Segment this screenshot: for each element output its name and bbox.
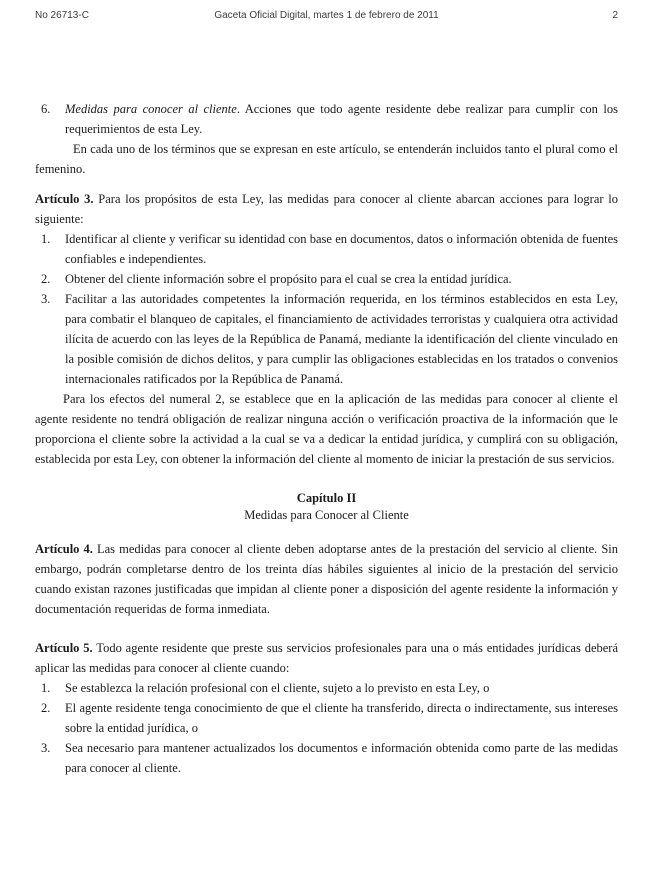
item-number: 3. — [41, 292, 51, 306]
chapter-title: Capítulo II — [296, 491, 357, 505]
articulo-3-item-3 — [35, 289, 618, 389]
articulo-5-block — [35, 638, 618, 778]
articulo-3-lead: Artículo 3. — [35, 192, 94, 206]
chapter-heading — [35, 490, 618, 524]
articulo-4-text: Las medidas para conocer al cliente deben adoptarse antes de la prestación del servicio al cliente. Sin embargo, podrán completarse dentro de los treinta días hábiles siguientes al inicio de la prestación del servicio cuando existan razones justificadas que impidan al cliente poner a disposición del agente residente la información y documentación requeridas de forma inmediata. — [35, 542, 618, 616]
articulo-3-intro — [35, 189, 618, 229]
articulo-3-closing-paragraph: Para los efectos del numeral 2, se establece que en la aplicación de las medidas para conocer al cliente el agente residente no tendrá obligación de realizar ninguna acción o verificación proactiva de la información que le proporciona el cliente sobre la actividad a la cual se va a dedicar la entidad jurídica, y cumplirá con su obligación, establecida por esta Ley, con obtener la información del cliente al momento de iniciar la prestación de sus servicios. — [35, 392, 618, 466]
articulo-4-lead: Artículo 4. — [35, 542, 93, 556]
page-header — [35, 10, 618, 23]
articulo-5-intro — [35, 638, 618, 678]
chapter-subtitle: Medidas para Conocer al Cliente — [244, 508, 409, 522]
articulo-4-paragraph — [35, 539, 618, 619]
item-text: Facilitar a las autoridades competentes la información requerida, en los términos establecidos en esta Ley, para combatir el blanqueo de capitales, el financiamiento de actividades terroristas y cualquiera otra actividad ilícita de acuerdo con las leyes de la República de Panamá, mediante la identificación del cliente vinculado en la posible comisión de dichos delitos, y para cumplir las obligaciones establecidas en los tratados o convenios internacionales ratificados por la República de Panamá. — [65, 292, 618, 386]
articulo-5-intro-text: Todo agente residente que preste sus servicios profesionales para una o más entidades jurídicas deberá aplicar las medidas para conocer al cliente cuando: — [35, 641, 619, 675]
item-number: 2. — [41, 701, 51, 715]
page-number: 2 — [612, 10, 618, 21]
item-number: 1. — [41, 232, 51, 246]
articulo-4-block — [35, 539, 618, 619]
articulo-5-item-1 — [35, 678, 618, 698]
item-text: Sea necesario para mantener actualizados los documentos e información obtenida como parte de las medidas para conocer al cliente. — [65, 741, 618, 775]
item-text — [65, 102, 618, 136]
item-text: Obtener del cliente información sobre el propósito para el cual se crea la entidad jurídica. — [65, 272, 512, 286]
document-body — [35, 99, 618, 778]
articulo-3-item-2 — [35, 269, 618, 289]
item-text: El agente residente tenga conocimiento de que el cliente ha transferido, directa o indirectamente, sus intereses sobre la entidad jurídica, o — [65, 701, 618, 735]
articulo-5-item-2 — [35, 698, 618, 738]
definition-text: . Acciones que todo agente residente debe realizar para cumplir con los requerimientos de esta Ley. — [65, 102, 618, 136]
defined-term: Medidas para conocer al cliente — [65, 102, 237, 116]
articulo-3-intro-text: Para los propósitos de esta Ley, las medidas para conocer al cliente abarcan acciones para lograr lo siguiente: — [35, 192, 618, 226]
item-text: Identificar al cliente y verificar su identidad con base en documentos, datos o información obtenida de fuentes confiables e independientes. — [65, 232, 618, 266]
gazette-title: Gaceta Oficial Digital, martes 1 de febrero de 2011 — [214, 10, 439, 21]
item-number: 1. — [41, 681, 51, 695]
articulo-3-item-1 — [35, 229, 618, 269]
item-text: Se establezca la relación profesional con el cliente, sujeto a lo previsto en esta Ley, o — [65, 681, 490, 695]
item-number: 3. — [41, 741, 51, 755]
articulo-5-lead: Artículo 5. — [35, 641, 93, 655]
item-number: 6. — [41, 102, 51, 116]
item-number: 2. — [41, 272, 51, 286]
gazette-number: No 26713-C — [35, 10, 89, 21]
articulo-5-item-3 — [35, 738, 618, 778]
definition-item-6 — [35, 99, 618, 139]
articulo-3-block — [35, 189, 618, 469]
gender-inclusion-paragraph: En cada uno de los términos que se expresan en este artículo, se entenderán incluidos tanto el plural como el femenino. — [35, 142, 618, 176]
